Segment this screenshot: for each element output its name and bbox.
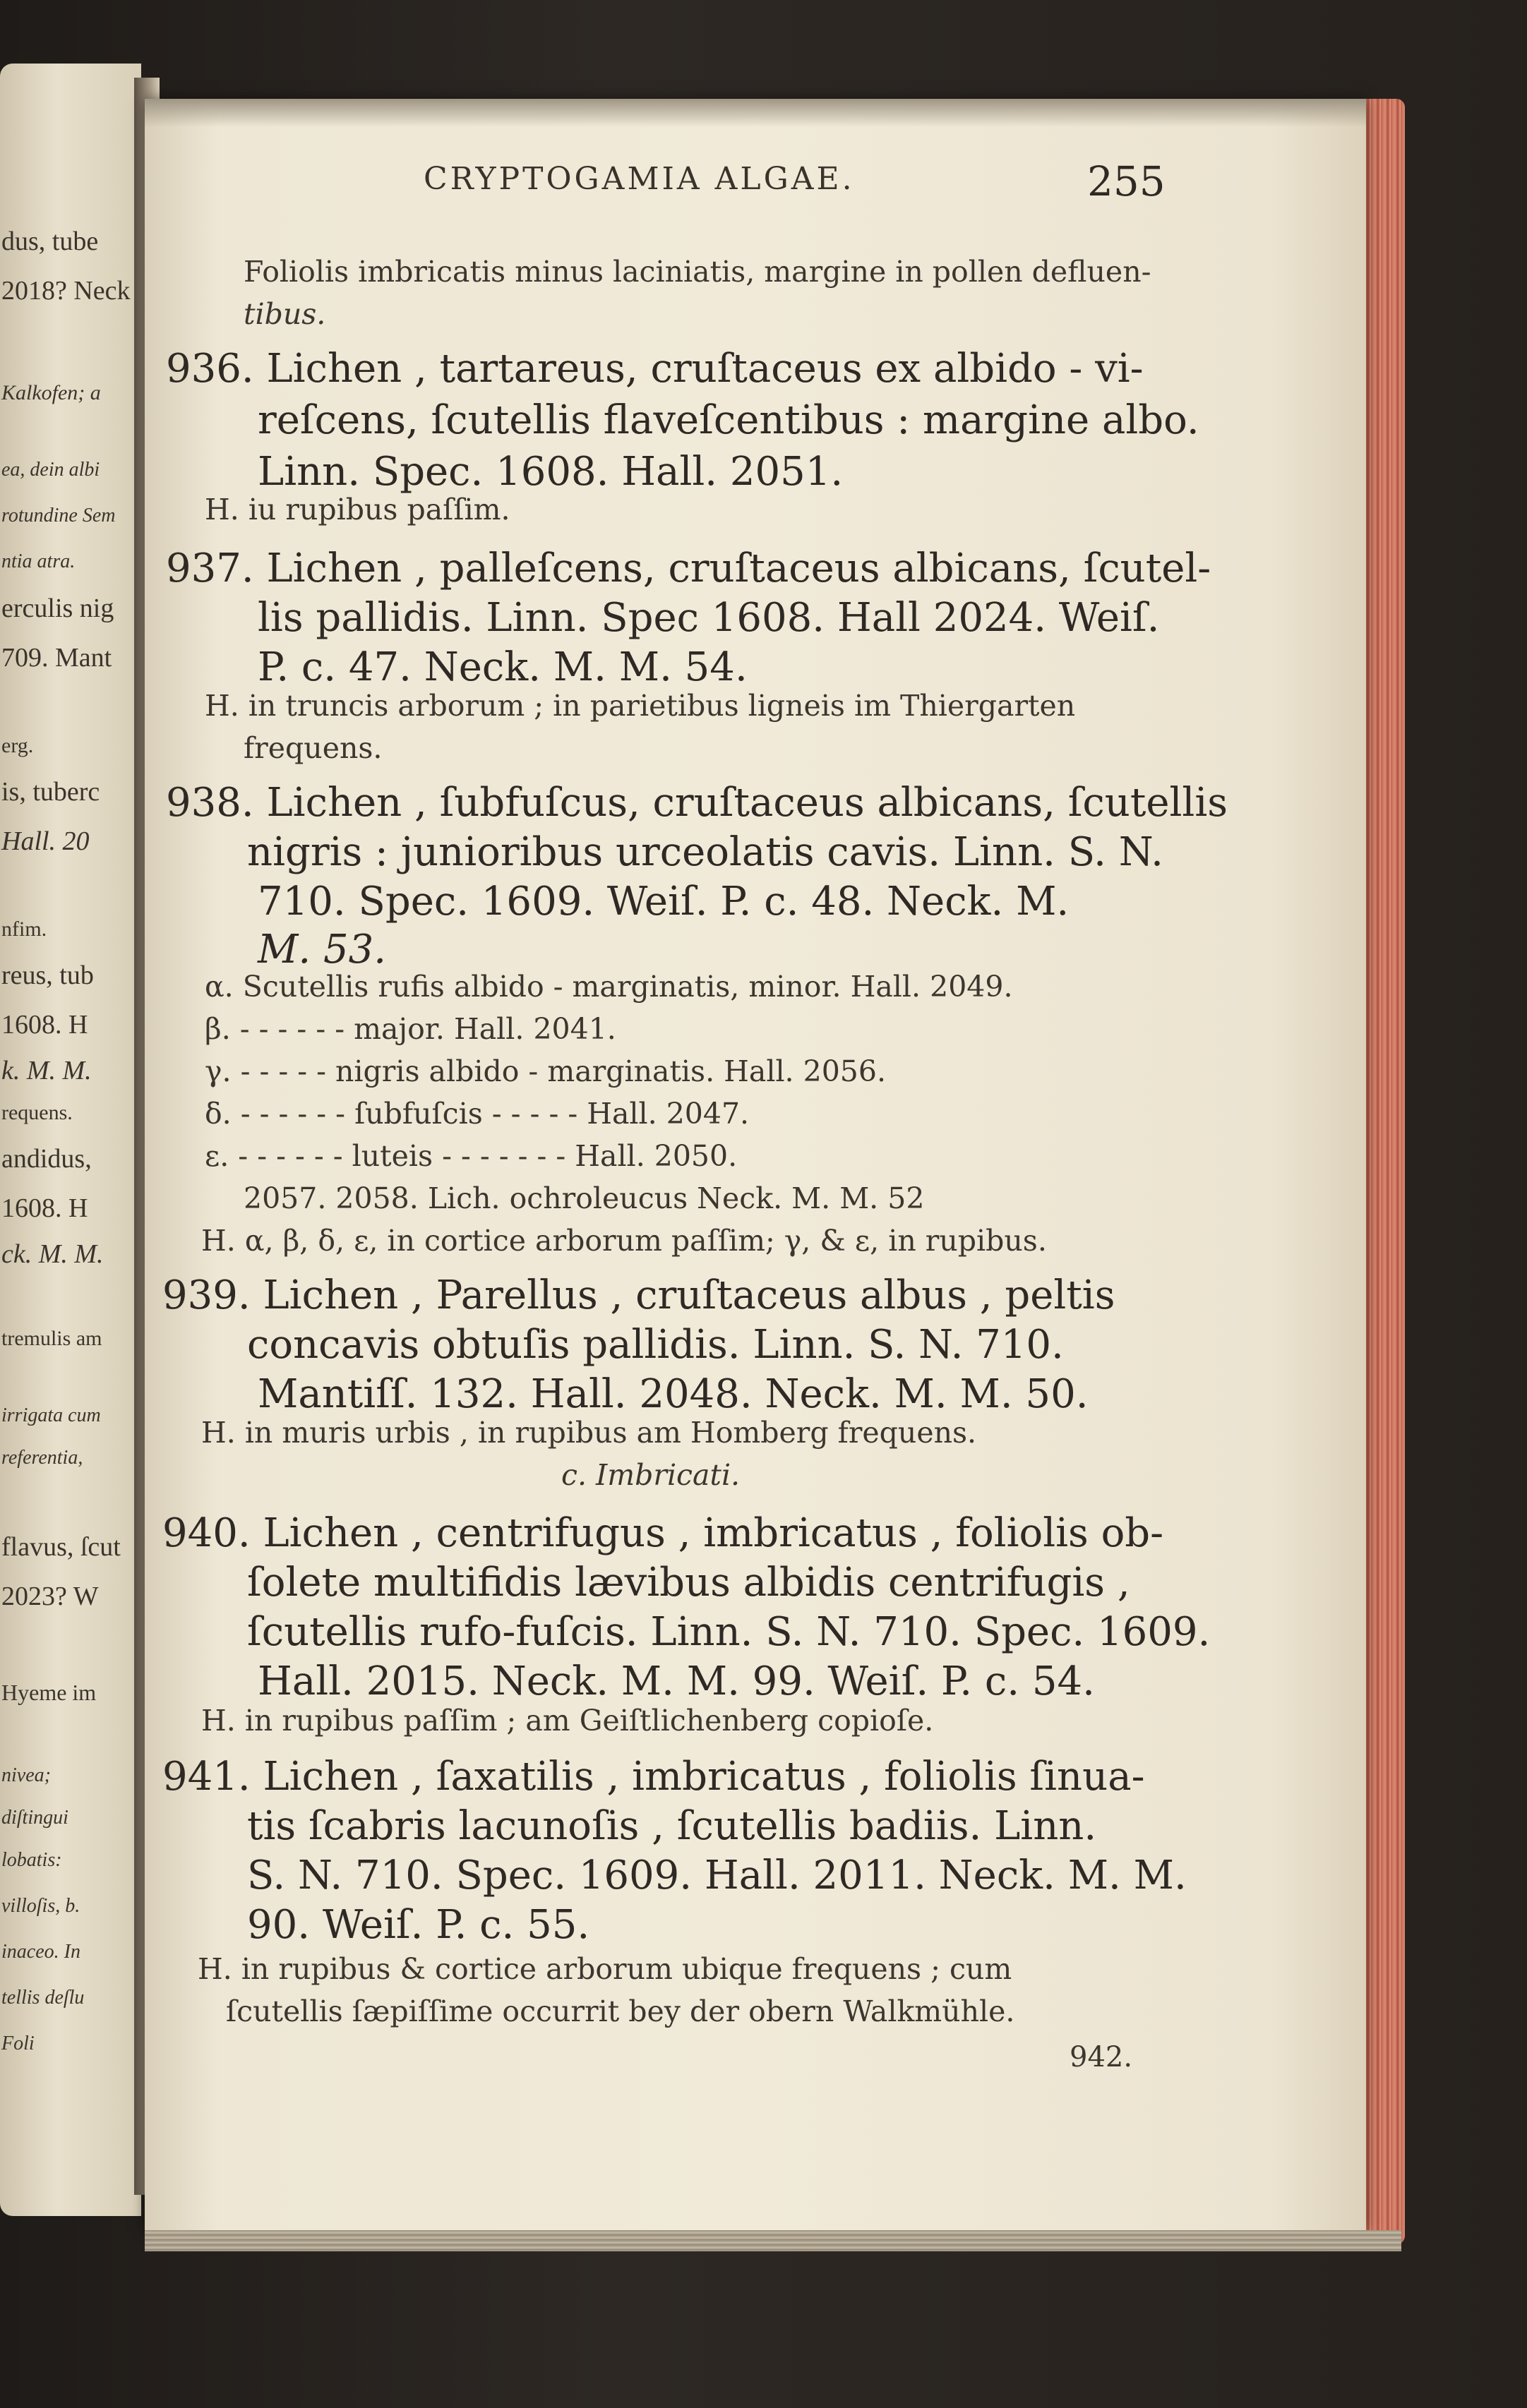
facing-page-fragment: k. M. M. <box>1 1056 92 1085</box>
entry-938-line: 938. Lichen , ſubfuſcus, cruſtaceus albicans, ſcutellis <box>166 780 1228 826</box>
entry-940-habitat: H. in rupibus paſſim ; am Geiſtlichenberg copioſe. <box>201 1704 934 1738</box>
entry-937-line: P. c. 47. Neck. M. M. 54. <box>258 644 748 690</box>
entry-939-line: Mantiſſ. 132. Hall. 2048. Neck. M. M. 50. <box>258 1371 1089 1417</box>
facing-page-fragment: dus, tube <box>1 227 99 256</box>
facing-page-fragment: ea, dein albi <box>1 459 100 481</box>
facing-page-fragment: is, tuberc <box>1 777 100 807</box>
facing-page-fragment: Hyeme im <box>1 1680 97 1705</box>
entry-939-line: 939. Lichen , Parellus , cruſtaceus albus , peltis <box>162 1272 1115 1318</box>
facing-page-fragment: 2023? W <box>1 1582 99 1611</box>
variety-line: γ. - - - - - nigris albido - marginatis. Hall. 2056. <box>205 1054 887 1088</box>
facing-page-fragment: lobatis: <box>1 1849 62 1871</box>
section-heading: c. Imbricati. <box>561 1458 741 1492</box>
facing-page-fragment: villoſis, b. <box>1 1895 80 1917</box>
entry-937-habitat: frequens. <box>244 731 383 765</box>
facing-page-fragment: 1608. H <box>1 1010 88 1040</box>
entry-938-line: 710. Spec. 1609. Weiſ. P. c. 48. Neck. M. <box>258 879 1070 925</box>
entry-941-line: tis ſcabris lacunoſis , ſcutellis badiis. Linn. <box>247 1803 1097 1849</box>
variety-line: 2057. 2058. Lich. ochroleucus Neck. M. M. 52 <box>244 1181 925 1215</box>
entry-940-line: ſolete multifidis lævibus albidis centrifugis , <box>247 1560 1130 1606</box>
catchword: 942. <box>1070 2041 1133 2073</box>
facing-page-edge <box>0 64 141 2216</box>
entry-941-habitat: ſcutellis ſæpiſſime occurrit bey der obern Walkmühle. <box>226 1994 1015 2028</box>
entry-937-line: lis pallidis. Linn. Spec 1608. Hall 2024. Weiſ. <box>258 595 1160 641</box>
entry-938-line: M. 53. <box>258 927 386 973</box>
running-header: CRYPTOGAMIA ALGAE. <box>424 161 855 197</box>
facing-page-fragment: nivea; <box>1 1764 51 1786</box>
facing-page-fragment: ck. M. M. <box>1 1239 104 1269</box>
variety-line: α. Scutellis rufis albido - marginatis, minor. Hall. 2049. <box>205 970 1013 1004</box>
entry-941-line: S. N. 710. Spec. 1609. Hall. 2011. Neck. M. M. <box>247 1853 1187 1898</box>
facing-page-fragment: 709. Mant <box>1 643 112 673</box>
facing-page-fragment: requens. <box>1 1101 73 1124</box>
entry-936-line: reſcens, ſcutellis flaveſcentibus : margine albo. <box>258 397 1199 443</box>
entry-936-habitat: H. iu rupibus paſſim. <box>205 493 510 526</box>
facing-page-fragment: Kalkofen; a <box>1 381 101 404</box>
entry-938-habitat: H. α, β, δ, ε, in cortice arborum paſſim; γ, & ε, in rupibus. <box>201 1224 1047 1258</box>
variety-line: β. - - - - - - major. Hall. 2041. <box>205 1012 616 1046</box>
facing-page-fragment: Hall. 20 <box>1 826 90 856</box>
variety-line: ε. - - - - - - luteis - - - - - - - Hall. 2050. <box>205 1139 738 1173</box>
facing-page-fragment: irrigata cum <box>1 1404 101 1426</box>
entry-939-habitat: H. in muris urbis , in rupibus am Homberg frequens. <box>201 1416 977 1450</box>
facing-page-fragment: tremulis am <box>1 1327 102 1350</box>
entry-937-habitat: H. in truncis arborum ; in parietibus ligneis im Thiergarten <box>205 689 1076 723</box>
facing-page-fragment: inaceo. In <box>1 1941 80 1963</box>
facing-page-fragment: ntia atra. <box>1 550 76 572</box>
facing-page-fragment: 2018? Neck <box>1 276 131 306</box>
entry-941-habitat: H. in rupibus & cortice arborum ubique frequens ; cum <box>198 1952 1012 1986</box>
facing-page-fragment: andidus, <box>1 1144 92 1174</box>
facing-page-fragment: 1608. H <box>1 1193 88 1223</box>
facing-page-fragment: reus, tub <box>1 961 94 990</box>
facing-page-fragment: referentia, <box>1 1447 83 1469</box>
facing-page-fragment: rotundine Sem <box>1 505 116 526</box>
entry-936-line: 936. Lichen , tartareus, cruſtaceus ex albido - vi- <box>166 346 1144 392</box>
text-line: Foliolis imbricatis minus laciniatis, margine in pollen defluen- <box>244 255 1151 289</box>
entry-936-line: Linn. Spec. 1608. Hall. 2051. <box>258 449 844 495</box>
entry-940-line: 940. Lichen , centrifugus , imbricatus , foliolis ob- <box>162 1510 1164 1556</box>
page-bottom-edge <box>145 2230 1401 2251</box>
facing-page-fragment: nfim. <box>1 917 47 941</box>
facing-page-fragment: erculis nig <box>1 594 114 623</box>
entry-938-line: nigris : junioribus urceolatis cavis. Linn. S. N. <box>247 829 1163 875</box>
entry-941-line: 90. Weiſ. P. c. 55. <box>247 1902 590 1948</box>
facing-page-fragment: diſtingui <box>1 1807 68 1829</box>
entry-937-line: 937. Lichen , palleſcens, cruſtaceus albicans, ſcutel- <box>166 546 1211 591</box>
entry-940-line: Hall. 2015. Neck. M. M. 99. Weiſ. P. c. 54. <box>258 1658 1095 1704</box>
entry-940-line: ſcutellis rufo-fuſcis. Linn. S. N. 710. Spec. 1609. <box>247 1609 1211 1655</box>
entry-941-line: 941. Lichen , ſaxatilis , imbricatus , foliolis ſinua- <box>162 1754 1145 1800</box>
text-line: tibus. <box>244 297 326 331</box>
page-number: 255 <box>1087 157 1166 205</box>
facing-page-fragment: tellis deſlu <box>1 1987 85 2009</box>
facing-page-fragment: erg. <box>1 734 34 757</box>
entry-939-line: concavis obtuſis pallidis. Linn. S. N. 710. <box>247 1322 1064 1368</box>
variety-line: δ. - - - - - - ſubfuſcis - - - - - Hall. 2047. <box>205 1097 750 1131</box>
facing-page-fragment: Foli <box>1 2033 35 2054</box>
facing-page-fragment: flavus, ſcut <box>1 1532 121 1562</box>
